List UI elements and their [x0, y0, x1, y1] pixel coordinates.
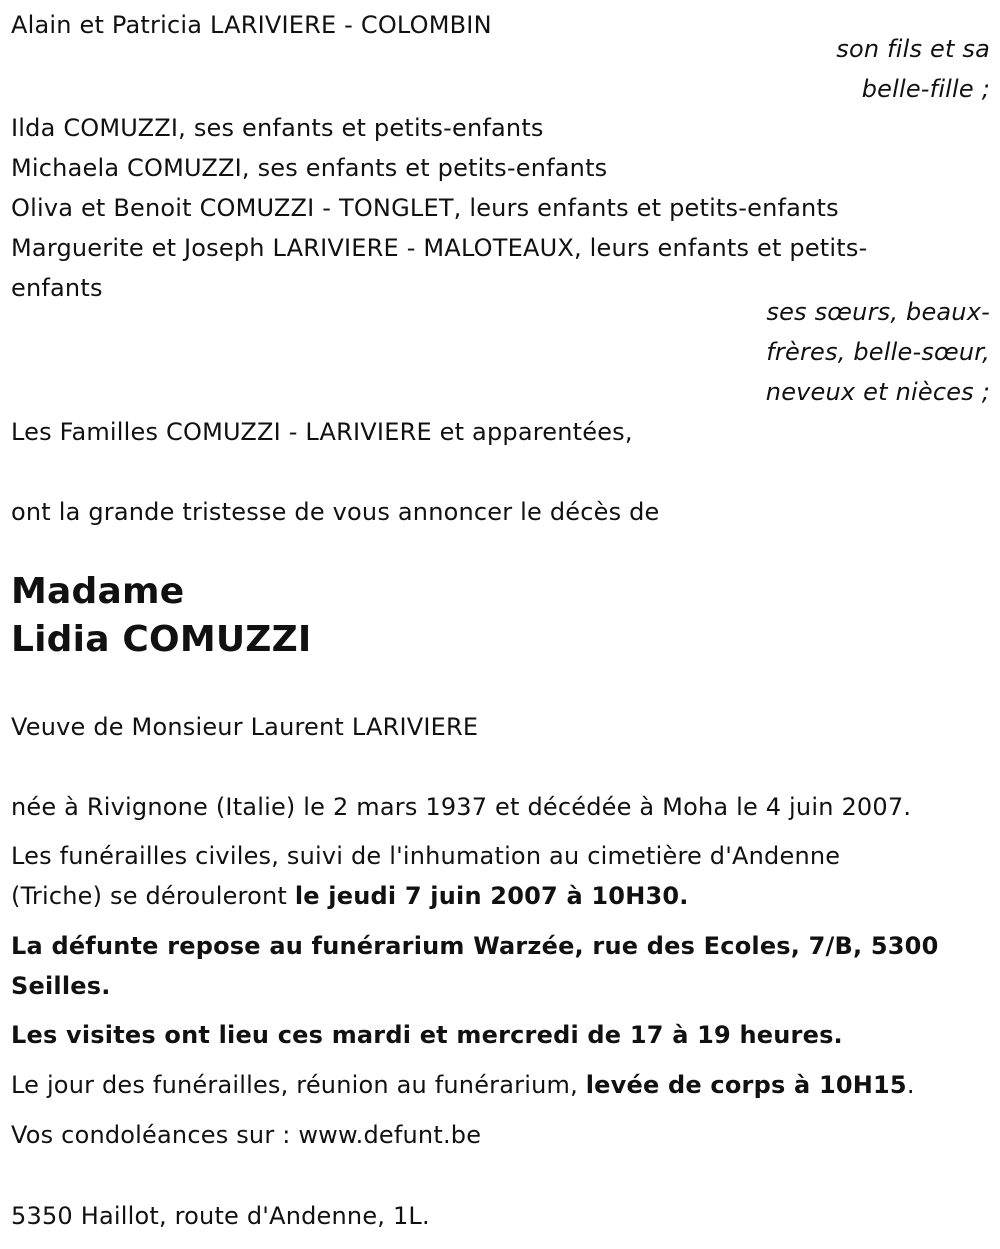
- siblings-role-line-1: ses sœurs, beaux-: [766, 298, 990, 326]
- funeral-day-info: [11, 1069, 915, 1101]
- birth-death: née à Rivignone (Italie) le 2 mars 1937 et décédée à Moha le 4 juin 2007.: [11, 793, 912, 821]
- family-member-3: Oliva et Benoit COMUZZI - TONGLET, leurs enfants et petits-enfants: [11, 194, 839, 222]
- funeral-day-text: Le jour des funérailles, réunion au funérarium,: [11, 1071, 586, 1099]
- family-member-2: Michaela COMUZZI, ses enfants et petits-enfants: [11, 154, 608, 182]
- address: 5350 Haillot, route d'Andenne, 1L.: [11, 1202, 430, 1230]
- rest-location-line-1: La défunte repose au funérarium Warzée, rue des Ecoles, 7/B, 5300: [11, 932, 939, 960]
- funeral-line-1: Les funérailles civiles, suivi de l'inhumation au cimetière d'Andenne: [11, 842, 841, 870]
- families-line: Les Familles COMUZZI - LARIVIERE et apparentées,: [11, 418, 633, 446]
- funeral-line-2: [11, 880, 689, 912]
- funeral-day-period: .: [906, 1071, 915, 1099]
- announcement-text: ont la grande tristesse de vous annoncer le décès de: [11, 498, 660, 526]
- siblings-role-line-3: neveux et nièces ;: [765, 378, 990, 406]
- visits-info: Les visites ont lieu ces mardi et mercredi de 17 à 19 heures.: [11, 1021, 843, 1049]
- son-couple: Alain et Patricia LARIVIERE - COLOMBIN: [11, 11, 492, 39]
- widow-of: Veuve de Monsieur Laurent LARIVIERE: [11, 713, 479, 741]
- deceased-name: Lidia COMUZZI: [11, 619, 312, 660]
- funeral-line-2-text: (Triche) se dérouleront: [11, 882, 295, 910]
- rest-location-line-2: Seilles.: [11, 972, 111, 1000]
- son-role-line-1: son fils et sa: [836, 35, 990, 63]
- family-member-4-line-1: Marguerite et Joseph LARIVIERE - MALOTEAUX, leurs enfants et petits-: [11, 234, 868, 262]
- family-member-1: Ilda COMUZZI, ses enfants et petits-enfants: [11, 114, 544, 142]
- condolences-link[interactable]: Vos condoléances sur : www.defunt.be: [11, 1121, 482, 1149]
- son-role-line-2: belle-fille ;: [861, 75, 990, 103]
- body-lifting-time: levée de corps à 10H15: [585, 1071, 907, 1099]
- deceased-title: Madame: [11, 571, 185, 612]
- siblings-role-line-2: frères, belle-sœur,: [766, 338, 990, 366]
- family-member-4-line-2: enfants: [11, 274, 103, 302]
- funeral-date-time: le jeudi 7 juin 2007 à 10H30.: [294, 882, 689, 910]
